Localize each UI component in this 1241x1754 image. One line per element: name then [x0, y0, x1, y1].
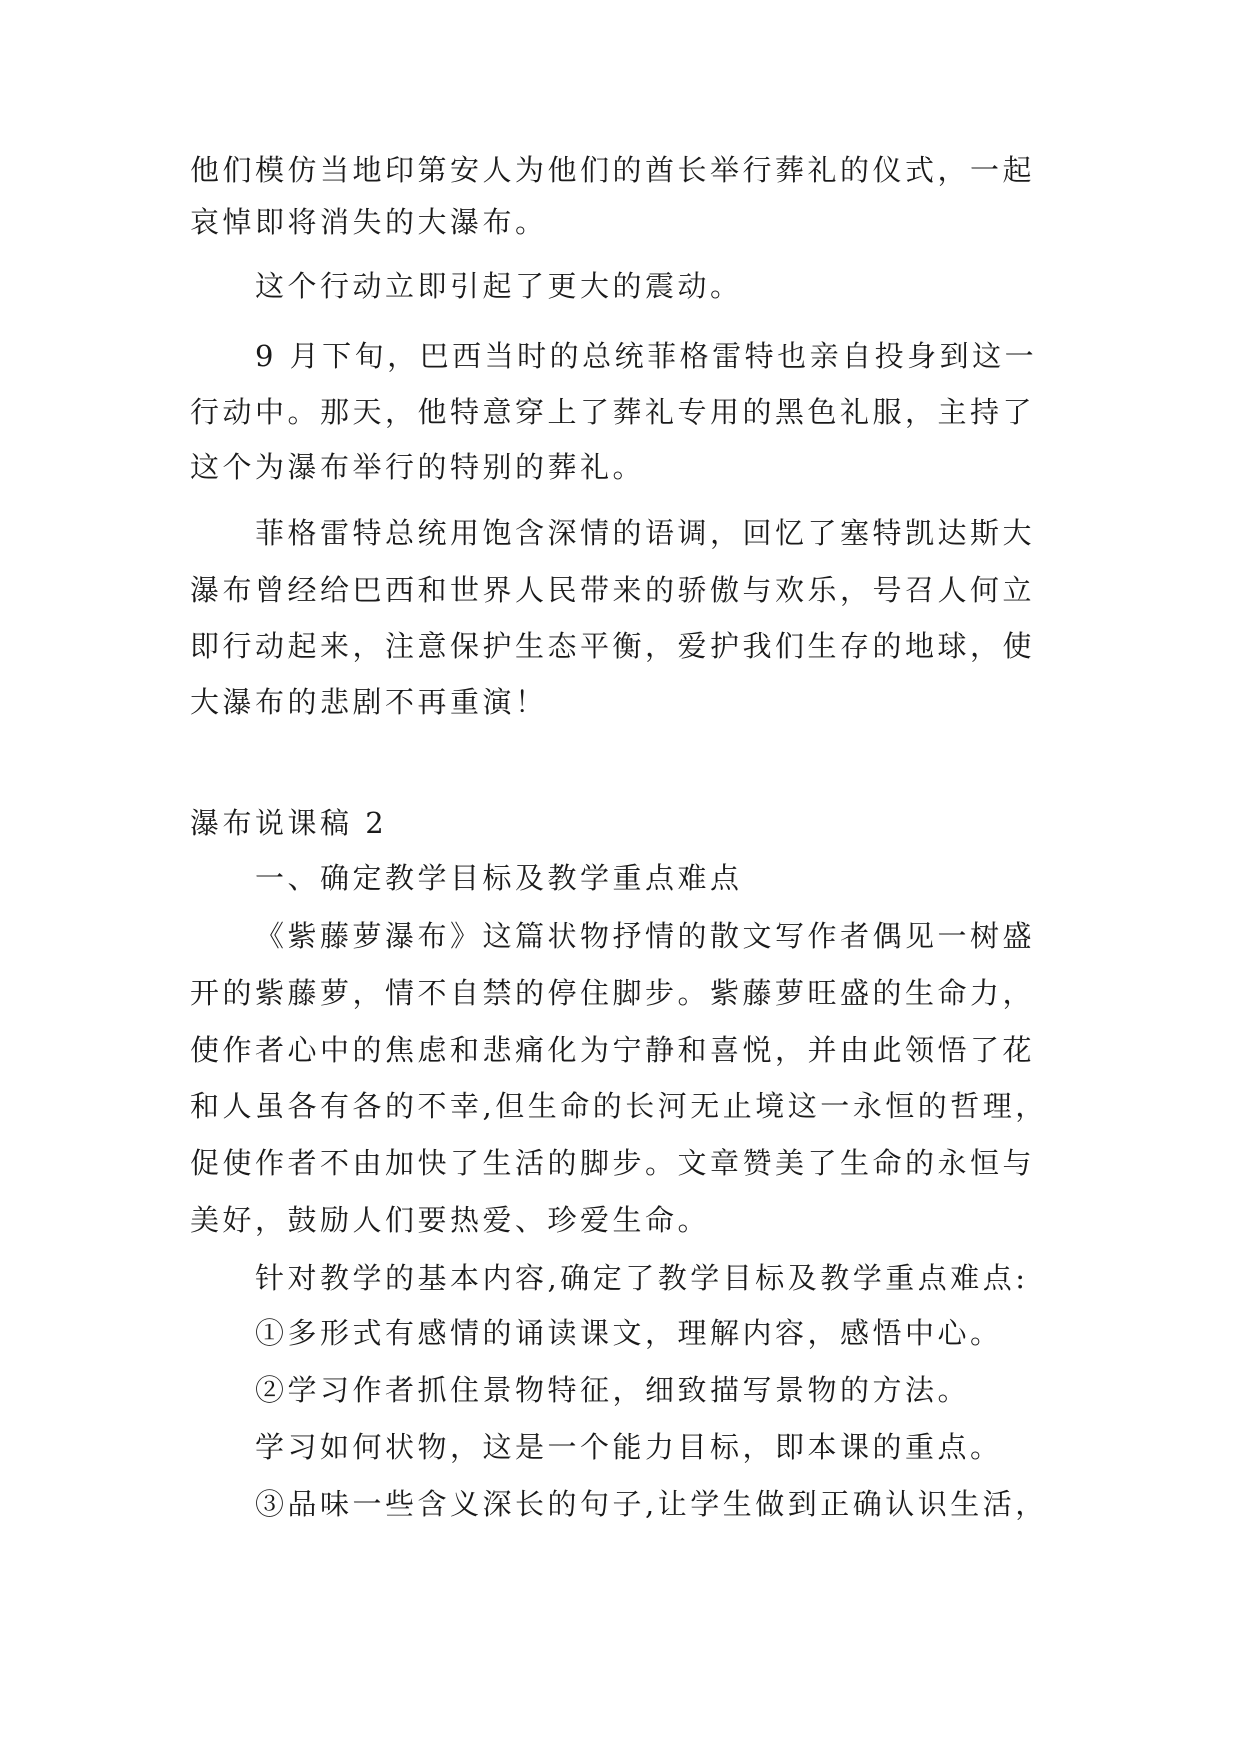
- paragraph-4-line-1: 菲格雷特总统用饱含深情的语调，回忆了塞特凯达斯大: [255, 516, 1036, 550]
- paragraph-3-line-2: 行动中。那天，他特意穿上了葬礼专用的黑色礼服，主持了: [190, 395, 1036, 429]
- paragraph-5-line-5: 促使作者不由加快了生活的脚步。文章赞美了生命的永恒与: [190, 1146, 1036, 1180]
- paragraph-3-line-1: 9 月下旬，巴西当时的总统菲格雷特也亲自投身到这一: [255, 339, 1038, 373]
- goal-2: ②学习作者抓住景物特征，细致描写景物的方法。: [255, 1373, 971, 1407]
- paragraph-3-line-3: 这个为瀑布举行的特别的葬礼。: [190, 450, 646, 484]
- paragraph-1-line-1: 他们模仿当地印第安人为他们的酋长举行葬礼的仪式，一起: [190, 153, 1036, 187]
- paragraph-4-line-3: 即行动起来，注意保护生态平衡，爱护我们生存的地球，使: [190, 629, 1036, 663]
- paragraph-5-line-2: 开的紫藤萝，情不自禁的停住脚步。紫藤萝旺盛的生命力，: [190, 976, 1036, 1010]
- paragraph-5-line-3: 使作者心中的焦虑和悲痛化为宁静和喜悦，并由此领悟了花: [190, 1033, 1036, 1067]
- paragraph-5-line-4: 和人虽各有各的不幸,但生命的长河无止境这一永恒的哲理，: [190, 1089, 1048, 1123]
- paragraph-4-line-4: 大瀑布的悲剧不再重演！: [190, 685, 548, 719]
- paragraph-4-line-2: 瀑布曾经给巴西和世界人民带来的骄傲与欢乐，号召人何立: [190, 573, 1036, 607]
- section-title: 瀑布说课稿 2: [190, 806, 388, 840]
- paragraph-6-line-1: 针对教学的基本内容,确定了教学目标及教学重点难点:: [255, 1261, 1029, 1295]
- paragraph-5-line-6: 美好，鼓励人们要热爱、珍爱生命。: [190, 1203, 711, 1237]
- paragraph-5-line-1: 《紫藤萝瀑布》这篇状物抒情的散文写作者偶见一树盛: [255, 919, 1036, 953]
- paragraph-2-line-1: 这个行动立即引起了更大的震动。: [255, 269, 743, 303]
- goal-3: ③品味一些含义深长的句子,让学生做到正确认识生活，: [255, 1487, 1048, 1521]
- goal-2-note: 学习如何状物，这是一个能力目标，即本课的重点。: [255, 1430, 1003, 1464]
- paragraph-1-line-2: 哀悼即将消失的大瀑布。: [190, 205, 548, 239]
- goal-1: ①多形式有感情的诵读课文，理解内容，感悟中心。: [255, 1316, 1003, 1350]
- heading-objectives: 一、确定教学目标及教学重点难点: [255, 861, 743, 895]
